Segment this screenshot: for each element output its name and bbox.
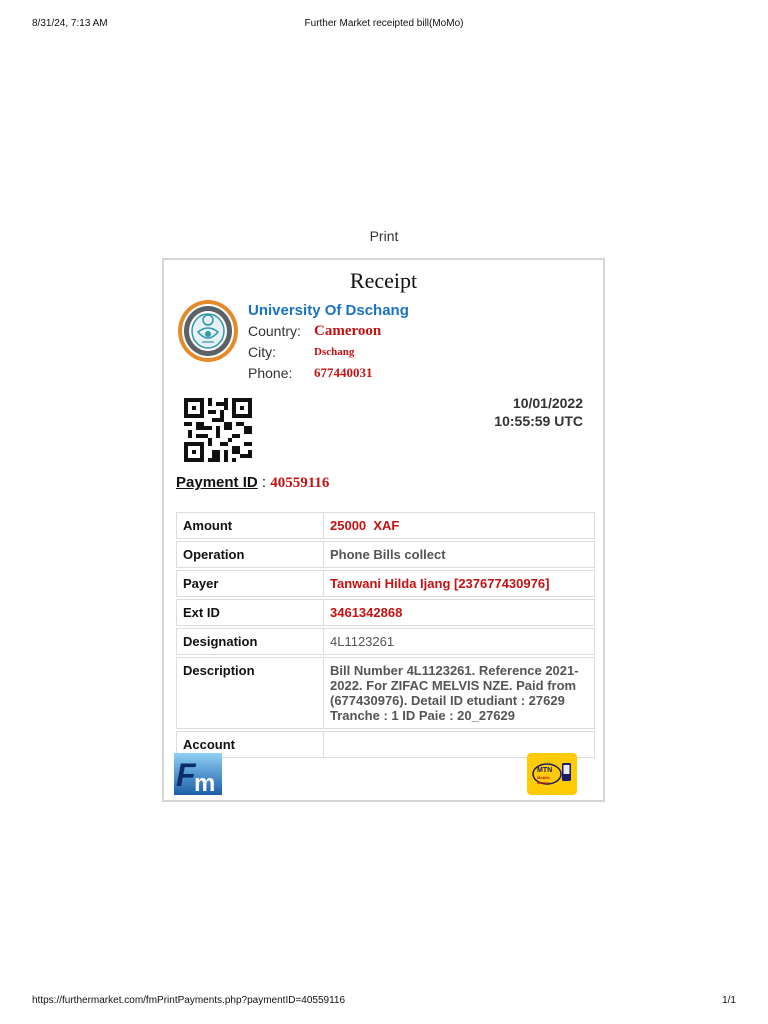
account-label: Account <box>176 731 323 758</box>
organization-info <box>248 302 409 383</box>
svg-text:MTN: MTN <box>537 767 553 774</box>
description-value: Bill Number 4L1123261. Reference 2021-2022. For ZIFAC MELVIS NZE. Paid from (677430976). Detail ID etudiant : 27629 Tranche : 1 ID Paie : 20_27629 <box>323 657 595 729</box>
print-datetime: 8/31/24, 7:13 AM <box>32 18 108 29</box>
receipt-details-table <box>176 510 595 760</box>
print-page-title: Further Market receipted bill(MoMo) <box>304 18 464 29</box>
ext-id-value: 3461342868 <box>323 599 595 626</box>
receipt-time: 10:55:59 UTC <box>494 413 583 429</box>
svg-text:Money: Money <box>537 780 550 785</box>
table-row <box>176 628 595 655</box>
page-number: 1/1 <box>722 995 736 1006</box>
country-label: Country: <box>248 323 301 339</box>
amount-label: Amount <box>176 512 323 539</box>
qr-code-icon <box>184 398 252 462</box>
receipt-datetime <box>494 394 583 430</box>
payment-id-value: 40559116 <box>270 475 330 491</box>
organization-name: University Of Dschang <box>248 302 409 319</box>
further-market-logo-icon <box>174 753 222 795</box>
table-row <box>176 541 595 568</box>
payment-id-separator: : <box>257 474 271 491</box>
phone-value: 677440031 <box>314 365 373 380</box>
mtn-mobile-money-logo-icon <box>527 753 577 795</box>
phone-label: Phone: <box>248 365 293 381</box>
receipt-title: Receipt <box>349 268 418 293</box>
city-label: City: <box>248 344 276 360</box>
payment-id-label: Payment ID <box>176 474 258 491</box>
table-row <box>176 599 595 626</box>
svg-text:Mobile: Mobile <box>537 775 550 780</box>
svg-text:F: F <box>176 757 196 793</box>
country-value: Cameroon <box>314 323 382 339</box>
operation-label: Operation <box>176 541 323 568</box>
payer-value: Tanwani Hilda Ijang [237677430976] <box>323 570 595 597</box>
receipt-card <box>162 258 605 802</box>
designation-value: 4L1123261 <box>323 628 595 655</box>
amount-value: 25000 XAF <box>323 512 595 539</box>
ext-id-label: Ext ID <box>176 599 323 626</box>
table-row <box>176 512 595 539</box>
payment-id <box>176 474 329 492</box>
page-url: https://furthermarket.com/fmPrintPayments.php?paymentID=40559116 <box>32 995 346 1006</box>
receipt-date: 10/01/2022 <box>512 395 583 411</box>
table-row <box>176 570 595 597</box>
payer-label: Payer <box>176 570 323 597</box>
designation-label: Designation <box>176 628 323 655</box>
description-label: Description <box>176 657 323 729</box>
operation-value: Phone Bills collect <box>323 541 595 568</box>
table-row <box>176 657 595 729</box>
city-value: Dschang <box>314 346 355 358</box>
print-link[interactable]: Print <box>369 228 399 244</box>
svg-text:m: m <box>194 770 216 795</box>
university-seal-icon <box>176 298 240 364</box>
